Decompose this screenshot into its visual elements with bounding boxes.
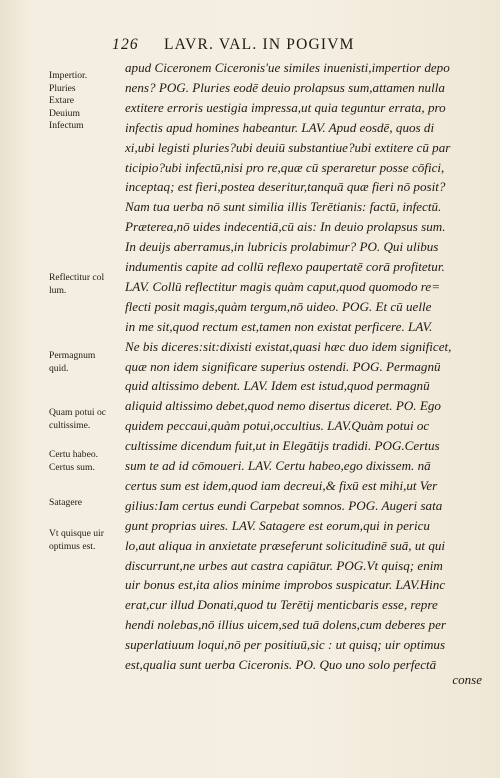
running-title: LAVR. VAL. IN POGIVM: [164, 36, 355, 53]
page-number: 126: [112, 36, 139, 53]
margin-note-line: Pluries: [49, 82, 76, 94]
margin-note-line: Extare: [49, 95, 75, 106]
text-line: Ne bis diceres:sit:dixisti existat,quasi hæc duo idem significet,: [125, 338, 452, 354]
text-line: erat,cur illud Donati,quod tu Terētij menticbaris esse, repre: [125, 597, 438, 613]
text-line: xi,ubi legisti pluries?ubi deuiū substantiue?ubi extitere cū par: [125, 139, 451, 155]
margin-note-line: Deuium: [49, 107, 80, 119]
text-line: gunt proprias uires. LAV. Satagere est eorum,qui in pericu: [125, 517, 430, 533]
text-line: certus sum est idem,quod iam decreui,& fixū est mihi,ut Ver: [125, 477, 438, 493]
text-line: apud Ciceronem Ciceronis'ue similes inuenisti,impertior depo: [125, 60, 450, 75]
margin-note-line: Satagere: [49, 497, 83, 508]
margin-note-line: Certus sum.: [49, 461, 95, 473]
margin-note-line: cultissime.: [49, 419, 91, 431]
margin-note: [49, 497, 131, 510]
margin-note: [49, 272, 131, 297]
text-line: indumentis capite ad collū reflexo paupertatē corā profitetur.: [125, 259, 445, 274]
text-line: sum te ad id cōmoueri. LAV. Certu habeo,ego dixissem. nā: [125, 458, 431, 473]
marginal-notes: [0, 0, 125, 778]
catchword: conse: [452, 672, 482, 687]
text-line: cultissime dicendum fuit,ut in Elegātijs tradidi. POG.Certus: [125, 438, 440, 454]
margin-note-line: Vt quisque uir: [49, 528, 104, 539]
margin-note: [49, 449, 131, 474]
text-line: infectis apud homines habeantur. LAV. Apud eosdē, quos di: [125, 119, 435, 135]
margin-note: [49, 528, 131, 553]
text-line: In deuijs aberramus,in lubricis prolabimur? PO. Qui ulibus: [125, 239, 439, 255]
margin-note-line: Reflectitur col: [49, 272, 105, 283]
margin-note-line: optimus est.: [49, 540, 96, 552]
text-line: gilius:Iam certus eundi Carpebat somnos. POG. Augeri sata: [125, 497, 443, 513]
text-line: inceptaq; est fieri,postea deseritur,tanquā quæ fieri nō posit?: [125, 179, 446, 195]
text-line: est,qualia sunt uerba Ciceronis. PO. Quo uno solo perfectā: [125, 657, 437, 672]
text-line: discurrunt,ne urbes aut castra capiātur. POG.Vt quisq; enim: [125, 557, 443, 573]
margin-note-line: Infectum: [49, 120, 84, 131]
margin-note-line: quid.: [49, 362, 69, 374]
text-line: uir bonus est,ita alios minime improbos suspicatur. LAV.Hinc: [125, 577, 446, 593]
text-line: quæ non idem significare superius ostendi. POG. Permagnū: [125, 358, 441, 374]
text-line: quidem peccaui,quàm potui,occultius. LAV.Quàm potui oc: [125, 418, 430, 434]
text-line: lo,aut aliqua in anxietate præseferunt solicitudinē suā, ut qui: [125, 537, 446, 553]
text-line: Nam tua uerba nō sunt similia illis Terētianis: factū, infectū.: [125, 199, 442, 215]
text-line: quid altissimo debent. LAV. Idem est istud,quod permagnū: [125, 378, 430, 394]
margin-note-line: Permagnum: [49, 350, 96, 361]
running-header: [112, 36, 482, 56]
text-line: Præterea,nō uides indecentiā,cū ais: In deuio prolapsus sum.: [125, 219, 446, 235]
text-line: flecti posit magis,quàm tergum,nō uideo. POG. Et cū uelle: [125, 298, 432, 314]
text-line: extitere erroris uestigia impressa,ut quia teguntur errata, pro: [125, 99, 446, 115]
text-line: LAV. Collū reflectitur magis quàm caput,quod quomodo re=: [125, 278, 441, 294]
margin-note: [49, 70, 131, 133]
text-line: superlatiuum loqui,nō per positiuū,sic : ut quisq; uir optimus: [125, 637, 446, 653]
text-line: hendi nolebas,nō illius uicem,sed tuā dolens,cum deberes per: [125, 617, 446, 633]
margin-note: [49, 407, 131, 432]
margin-note-line: Quam potui oc: [49, 407, 107, 418]
text-line: ticipio?ubi infectū,nisi pro re,quæ cū speraretur posse cōfici,: [125, 159, 445, 175]
margin-note-line: Certu habeo.: [49, 449, 99, 460]
text-line: in me sit,quod rectum est,tamen non existat perficere. LAV.: [125, 318, 433, 334]
text-line: aliquid altissimo debet,quod nemo disertus diceret. PO. Ego: [125, 398, 441, 414]
margin-note: [49, 350, 131, 375]
margin-note-line: Impertior.: [49, 70, 88, 81]
margin-note-line: lum.: [49, 284, 67, 296]
text-line: nens? POG. Pluries eodē deuio prolapsus sum,attamen nulla: [125, 79, 445, 95]
